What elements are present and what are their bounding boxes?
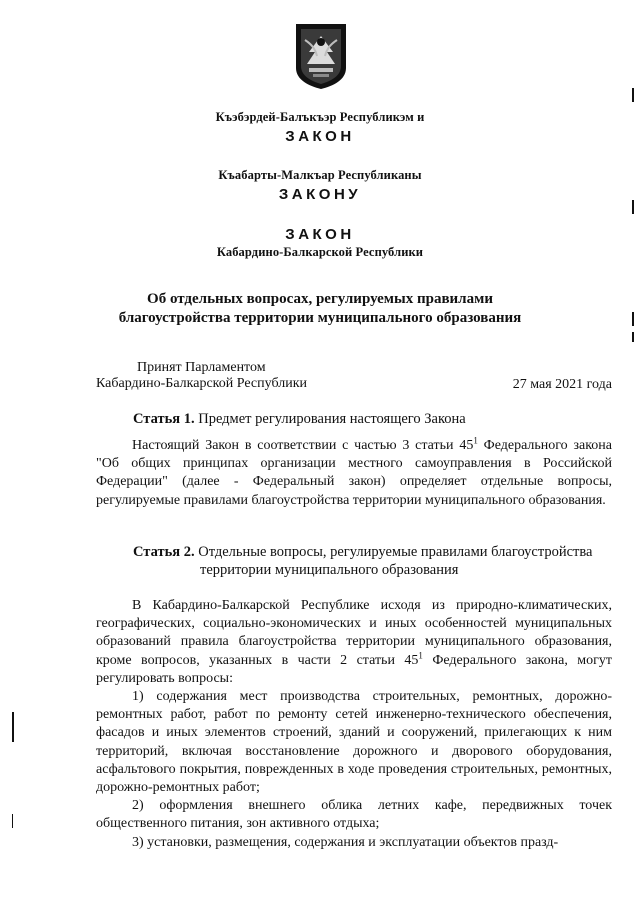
article1-label: Статья 1. xyxy=(133,411,195,427)
header-line-balkar: Къабарты-Малкъар Республиканы xyxy=(218,168,422,182)
article2-body xyxy=(96,597,612,852)
header-law-russian: ЗАКОН xyxy=(285,226,355,243)
scan-edge-mark xyxy=(632,88,634,102)
adoption-date: 27 мая 2021 года xyxy=(512,377,612,392)
law-subject-line2: благоустройства территории муниципального образования xyxy=(118,310,522,326)
law-subject-line1: Об отдельных вопросах, регулируемых правилами xyxy=(147,291,493,307)
scan-edge-mark xyxy=(12,814,13,828)
scan-edge-mark xyxy=(632,200,634,214)
article1-title: Предмет регулирования настоящего Закона xyxy=(198,411,466,427)
article2-item2: 2) оформления внешнего облика летних кафе, передвижных точек общественного питания, зон активного отдыха; xyxy=(96,798,612,832)
article2-label: Статья 2. xyxy=(133,544,195,560)
article2-superscript: 1 xyxy=(418,649,423,660)
scan-edge-mark xyxy=(632,332,634,342)
article1-text-part1: Настоящий Закон в соответствии с частью 3 статьи 45 xyxy=(132,438,474,453)
article2-intro-part1: В Кабардино-Балкарской Республике исходя из природно-климатических, географических, социально-экономических и иных особенностей муниципальных образований правила благоустройства территории муниципального образования, кроме вопросов, указанных в части 2 статьи 45 xyxy=(96,598,612,668)
adopted-by-line2: Кабардино-Балкарской Республики xyxy=(96,376,307,391)
header-line-russian: Кабардино-Балкарской Республики xyxy=(216,245,424,259)
coat-of-arms-emblem xyxy=(293,22,349,90)
article1-paragraph xyxy=(96,437,612,510)
article1-text-part2: Федерального закона "Об общих принципах организации местного самоуправления в Российской Федерации" (далее - Федеральный закон) определяет отдельные вопросы, регулируемые правилами благоустройства территории муниципального образования. xyxy=(96,438,613,508)
header-law-balkar: ЗАКОНУ xyxy=(278,186,362,203)
article2-intro xyxy=(96,597,612,688)
scan-edge-mark xyxy=(632,312,634,326)
adopted-by-line1: Принят Парламентом xyxy=(137,360,266,375)
scan-edge-mark xyxy=(12,712,14,742)
article1-heading xyxy=(133,411,466,428)
article2-intro-part2: Федерального закона, могут регулировать вопросы: xyxy=(96,652,613,686)
header-law-kabardian: ЗАКОН xyxy=(285,128,355,145)
article2-item1: 1) содержания мест производства строительных, ремонтных, дорожно-ремонтных работ, работ по ремонту сетей инженерно-технического обеспечения, фасадов и иных элементов строений, зданий и сооружений, прилегающих к ним территорий, включая восстановление дорожного и дворового оборудования, асфальтового покрытия, поврежденных в ходе проведения строительных, ремонтных, дорожно-ремонтных работ; xyxy=(96,689,612,796)
header-line-kabardian: Къэбэрдей-Балъкъэр Республикэм и xyxy=(215,110,425,124)
article2-title-line2: территории муниципального образования xyxy=(200,562,459,578)
article2-item3: 3) установки, размещения, содержания и эксплуатации объектов празд- xyxy=(132,834,559,850)
article2-title-line1: Отдельные вопросы, регулируемые правилами благоустройства xyxy=(198,544,593,560)
article1-body xyxy=(96,437,612,510)
article1-superscript: 1 xyxy=(473,435,478,446)
article2-heading xyxy=(133,544,592,561)
